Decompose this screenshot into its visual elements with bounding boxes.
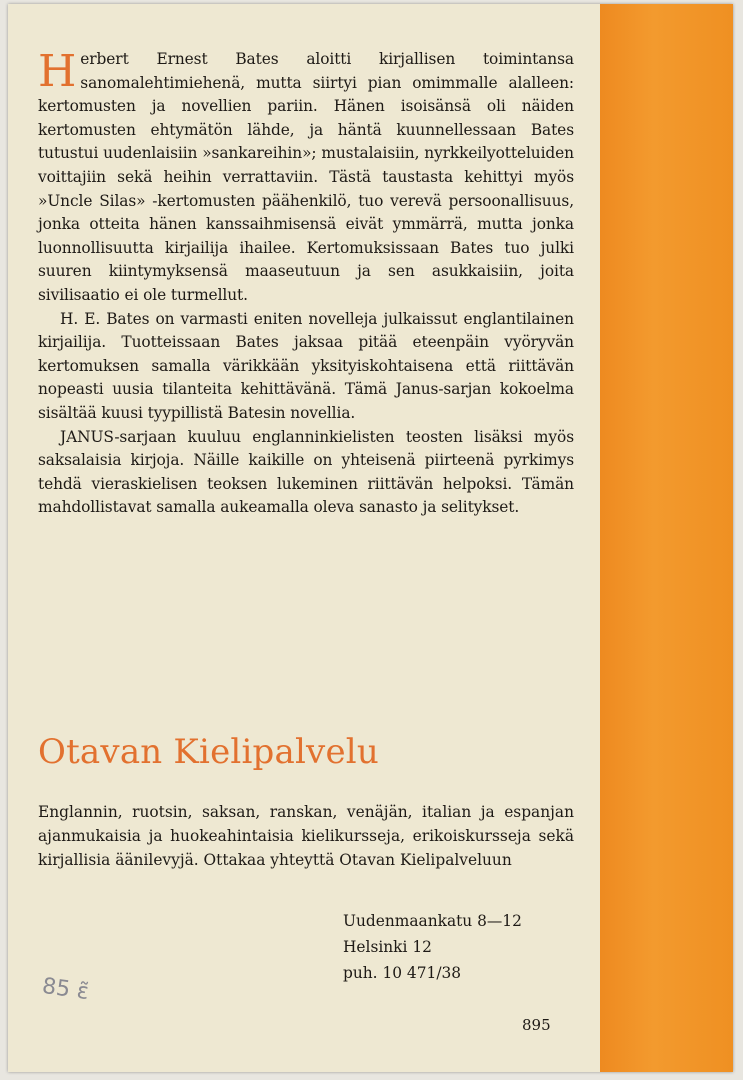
- address-street: Uudenmaankatu 8—12: [343, 912, 522, 930]
- orange-spine-stripe: [600, 4, 733, 1072]
- blurb-text: [38, 48, 574, 520]
- paragraph-1-text: erbert Ernest Bates aloitti kirjallisen toimintansa sanomalehtimiehenä, mutta siirtyi pian omimmalle alalleen: kertomusten ja novellien pariin. Hänen isoisänsä oli näiden kertomusten ehtymätön lähde, ja häntä kuunnellessaan Bates tutustui uudenlaisiin »sankareihin»; mustalaisiin, nyrkkeilyotteluiden voittajiin sekä heihin verrattaviin. Tästä taustasta kehittyi myös »Uncle Silas» -kertomusten päähenkilö, tuo verevä persoonallisuus, jonka otteita hänen kanssaihmisensä eivät ymmärrä, mutta jonka luonnollisuutta kirjailija ihailee. Kertomuksissaan Bates tuo julki suuren kiintymyksensä maaseutuun ja sen asukkaisiin, joita sivilisaatio ei ole turmellut.: [38, 50, 574, 304]
- paragraph-janus-series: JANUS-sarjaan kuuluu englanninkielisten teosten lisäksi myös saksalaisia kirjoja. Näille kaikille on yhteisenä piirteenä pyrkimys tehdä vieraskielisen teoksen lukeminen riittävän helpoksi. Tämän mahdollistavat samalla aukeamalla oleva sanasto ja selitykset.: [38, 427, 574, 517]
- paragraph-bates-intro: [38, 48, 574, 308]
- publisher-heading: Otavan Kielipalvelu: [38, 732, 379, 772]
- page-number: 895: [522, 1016, 551, 1034]
- paragraph-bates-novels: H. E. Bates on varmasti eniten novelleja julkaissut englantilainen kirjailija. Tuotteissaan Bates jaksaa pitää eteenpäin vyöryvän kertomuksen samalla värikkään yksityiskohtaisena että riittävän nopeasti uusia tilanteita kehittävänä. Tämä Janus-sarjan kokoelma sisältää kuusi tyypillistä Batesin novellia.: [38, 309, 574, 422]
- pencil-annotation: 85 ε̃: [40, 973, 91, 1006]
- drop-cap: H: [38, 46, 77, 97]
- publisher-address: [343, 908, 522, 986]
- address-phone: puh. 10 471/38: [343, 964, 462, 982]
- book-back-cover: [8, 4, 733, 1072]
- address-city: Helsinki 12: [343, 938, 432, 956]
- courses-description: Englannin, ruotsin, saksan, ranskan, venäjän, italian ja espanjan ajanmukaisia ja huokeahintaisia kielikursseja, erikoiskursseja sekä kirjallisia äänilevyjä. Ottakaa yhteyttä Otavan Kielipalveluun: [38, 803, 574, 869]
